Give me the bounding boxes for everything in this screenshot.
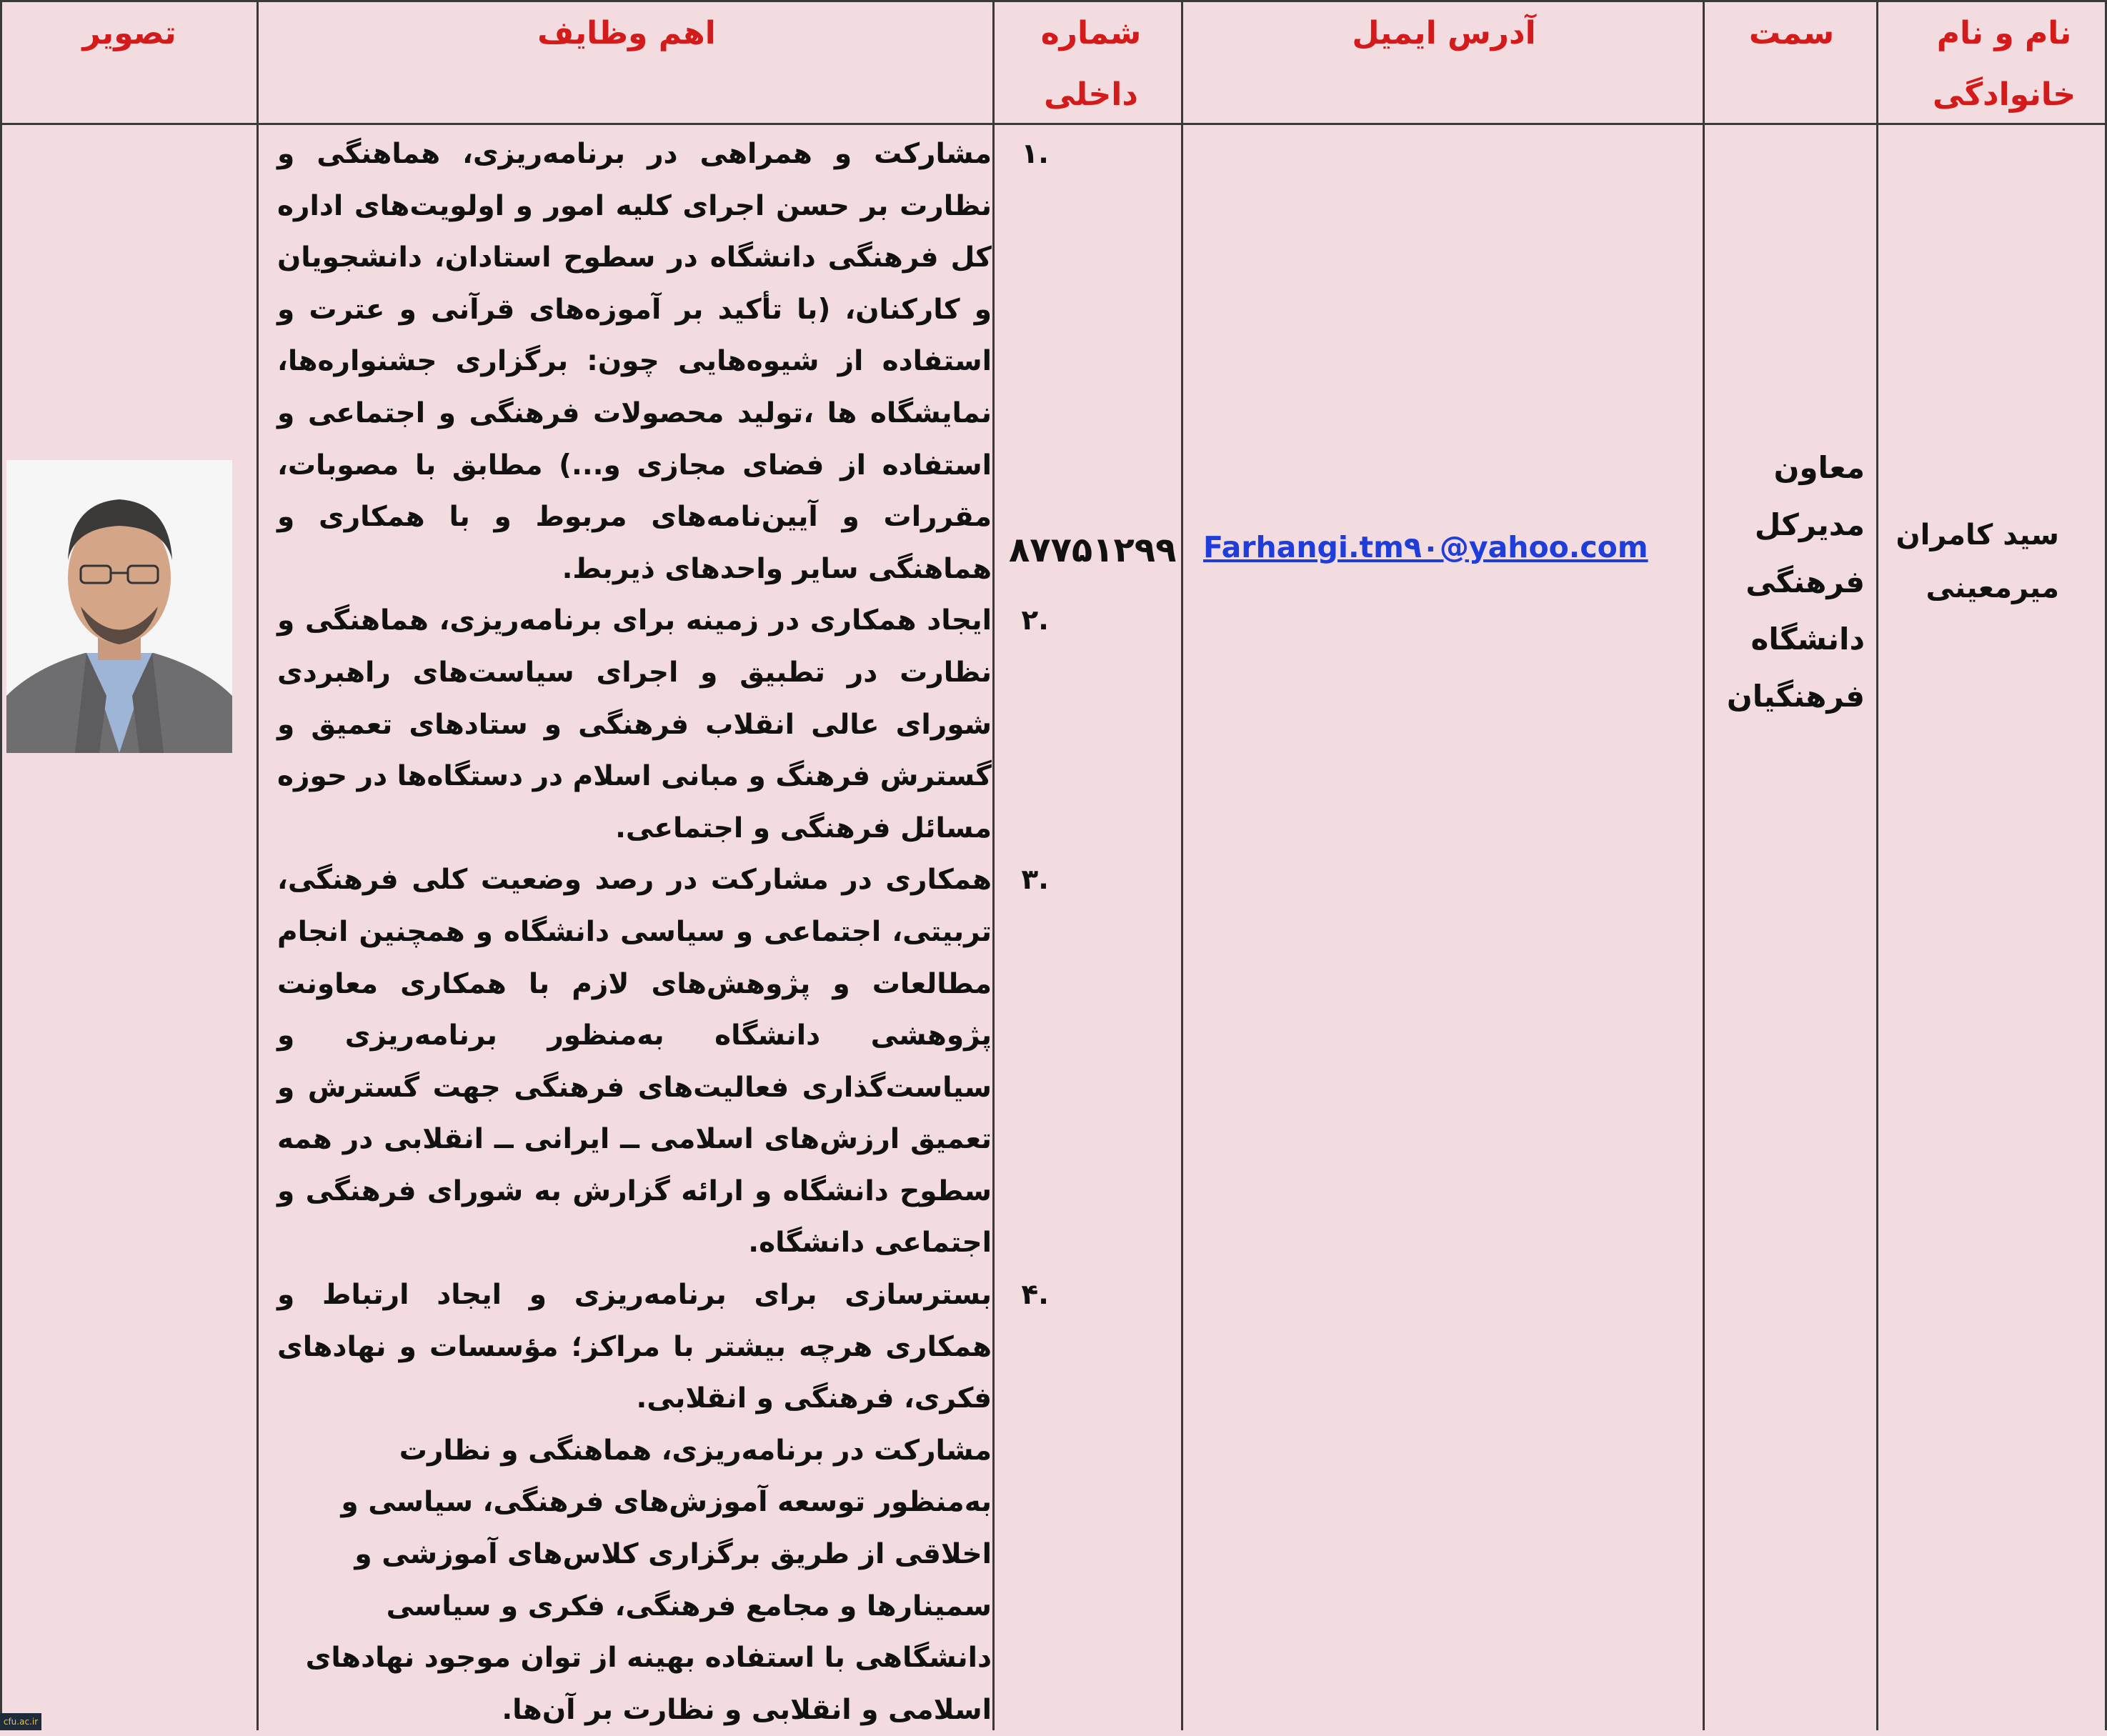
duty-item <box>277 595 1049 854</box>
duty-text: ایجاد همکاری در زمینه برای برنامه‌ریزی، هماهنگی و نظارت در تطبیق و اجرای سیاست‌های راهبردی شورای عالی انقلاب فرهنگی و ستادهای تعمیق و گسترش فرهنگ و مبانی اسلام در دستگاه‌ها در حوزه مسائل فرهنگی و اجتماعی. <box>277 604 992 844</box>
header-position: سمت <box>1748 15 1835 51</box>
duty-text: همکاری در مشارکت در رصد وضعیت کلی فرهنگی، تربیتی، اجتماعی و سیاسی دانشگاه و همچنین انجام مطالعات و پژوهش‌های لازم با همکاری معاونت پژوهشی دانشگاه به‌منظور برنامه‌ریزی و سیاست‌گذاری فعالیت‌های فرهنگی جهت گسترش و تعمیق ارزش‌های اسلامی ــ ایرانی ــ انقلابی در همه سطوح دانشگاه و ارائه گزارش به شورای فرهنگی و اجتماعی دانشگاه. <box>277 864 992 1259</box>
duty-number: .۳ <box>1021 864 1049 897</box>
header-photo: تصویر <box>82 15 176 51</box>
position-text: معاون مدیرکل فرهنگی دانشگاه فرهنگیان <box>1726 450 1865 714</box>
duty-item <box>277 1269 1049 1425</box>
duties-list <box>277 129 1049 1425</box>
duty-item <box>277 129 1049 595</box>
duty-number: .۱ <box>1021 138 1049 170</box>
header-extension: شماره داخلی <box>1040 15 1142 113</box>
duty-text: بسترسازی برای برنامه‌ریزی و ایجاد ارتباط و همکاری هرچه بیشتر با مراکز؛ مؤسسات و نهادهای فکری، فرهنگی و انقلابی. <box>277 1279 992 1415</box>
header-email: آدرس ایمیل <box>1352 15 1536 51</box>
extra-duty-text: مشارکت در برنامه‌ریزی، هماهنگی و نظارت به‌منظور توسعه آموزش‌های فرهنگی، سیاسی و اخلاقی از طریق برگزاری کلاس‌های آموزشی و سمینارها و مجامع فرهنگی، فکری و سیاسی دانشگاهی با استفاده بهینه از توان موجود نهادهای اسلامی و انقلابی و نظارت بر آن‌ها. <box>305 1434 992 1726</box>
duties-cell <box>277 129 1049 1736</box>
portrait-photo <box>6 460 232 753</box>
portrait-image <box>6 460 232 753</box>
email-link[interactable]: Farhangi.tm۹۰@yahoo.com <box>1203 530 1648 564</box>
header-duties: اهم وظایف <box>537 15 716 51</box>
duty-number: .۴ <box>1021 1279 1049 1312</box>
duty-number: .۲ <box>1021 604 1049 637</box>
extension-number: ۸۷۷۵۱۲۹۹ <box>1009 530 1177 570</box>
duty-text: مشارکت و همراهی در برنامه‌ریزی، هماهنگی و نظارت بر حسن اجرای کلیه امور و اولویت‌های اداره کل فرهنگی دانشگاه در سطوح استادان، دانشجویان و کارکنان، (با تأکید بر آموزه‌های قرآنی و عترت و استفاده از شیوه‌هایی چون: برگزاری جشنواره‌ها، نمایشگاه ها ،تولید محصولات فرهنگی و اجتماعی و استفاده از فضای مجازی و...) مطابق با مصوبات، مقررات و آیین‌نامه‌های مربوط و با همکاری و هماهنگی سایر واحدهای ذیربط. <box>277 138 992 585</box>
header-name: نام و نام خانوادگی <box>1932 15 2076 113</box>
person-name: سید کامران میرمعینی <box>1896 519 2059 604</box>
duty-item <box>277 854 1049 1269</box>
site-badge: cfu.ac.ir <box>0 1713 41 1730</box>
